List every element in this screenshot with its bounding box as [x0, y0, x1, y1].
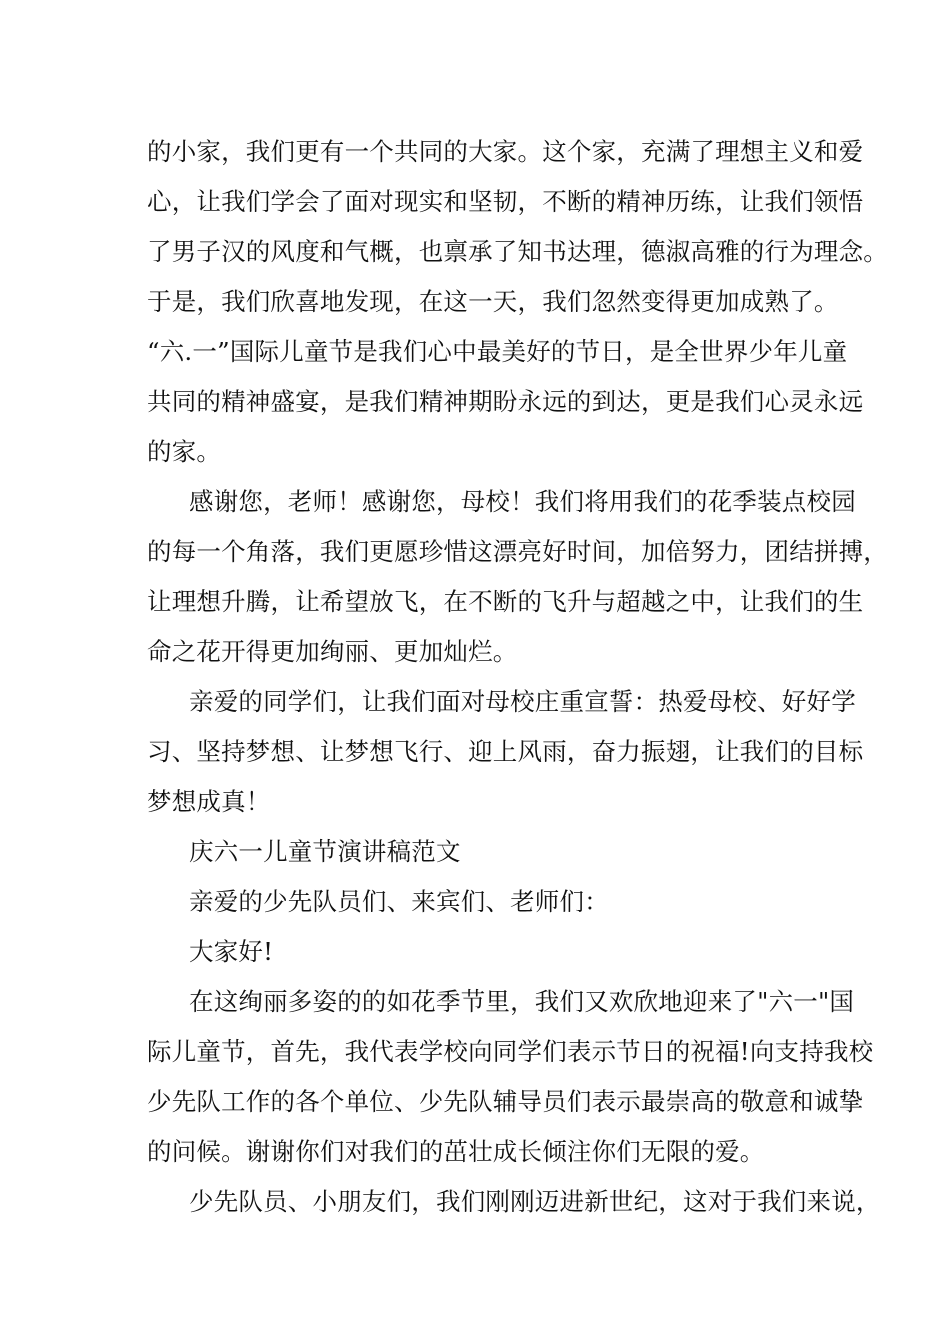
- text-line: 让理想升腾，让希望放飞，在不断的飞升与超越之中，让我们的生: [147, 587, 864, 616]
- paragraph-first-line: 感谢您，老师！感谢您，母校！我们将用我们的花季装点校园: [189, 487, 856, 516]
- paragraph-first-line: 亲爱的同学们，让我们面对母校庄重宣誓：热爱母校、好好学: [189, 687, 856, 716]
- text-line: 的问候。谢谢你们对我们的茁壮成长倾注你们无限的爱。: [147, 1137, 765, 1166]
- text-line: 少先队工作的各个单位、少先队辅导员们表示最崇高的敬意和诚挚: [147, 1087, 864, 1116]
- section-heading: 庆六一儿童节演讲稿范文: [189, 837, 461, 866]
- text-line: 共同的精神盛宴，是我们精神期盼永远的到达，更是我们心灵永远: [147, 387, 864, 416]
- text-line: 了男子汉的风度和气概，也禀承了知书达理，德淑高雅的行为理念。: [147, 237, 888, 266]
- text-line: 的家。: [147, 437, 222, 466]
- text-line: 的小家，我们更有一个共同的大家。这个家，充满了理想主义和爱: [147, 137, 864, 166]
- text-line: 际儿童节，首先，我代表学校向同学们表示节日的祝福!向支持我校: [147, 1037, 874, 1066]
- text-line: 于是，我们欣喜地发现，在这一天，我们忽然变得更加成熟了。: [147, 287, 839, 316]
- text-line: 梦想成真！: [147, 787, 271, 816]
- salutation: 亲爱的少先队员们、来宾们、老师们：: [189, 887, 609, 916]
- text-line: 心，让我们学会了面对现实和坚韧，不断的精神历练，让我们领悟: [147, 187, 864, 216]
- text-line: 命之花开得更加绚丽、更加灿烂。: [147, 637, 518, 666]
- greeting: 大家好!: [189, 937, 274, 966]
- text-line: 的每一个角落，我们更愿珍惜这漂亮好时间，加倍努力，团结拼搏，: [147, 537, 888, 566]
- text-line: 习、坚持梦想、让梦想飞行、迎上风雨，奋力振翅，让我们的目标: [147, 737, 864, 766]
- paragraph-first-line: 少先队员、小朋友们，我们刚刚迈进新世纪，这对于我们来说，: [189, 1187, 881, 1216]
- paragraph-first-line: 在这绚丽多姿的的如花季节里，我们又欢欣地迎来了"六一"国: [189, 987, 855, 1016]
- text-line: “六.一”国际儿童节是我们心中最美好的节日，是全世界少年儿童: [147, 337, 848, 366]
